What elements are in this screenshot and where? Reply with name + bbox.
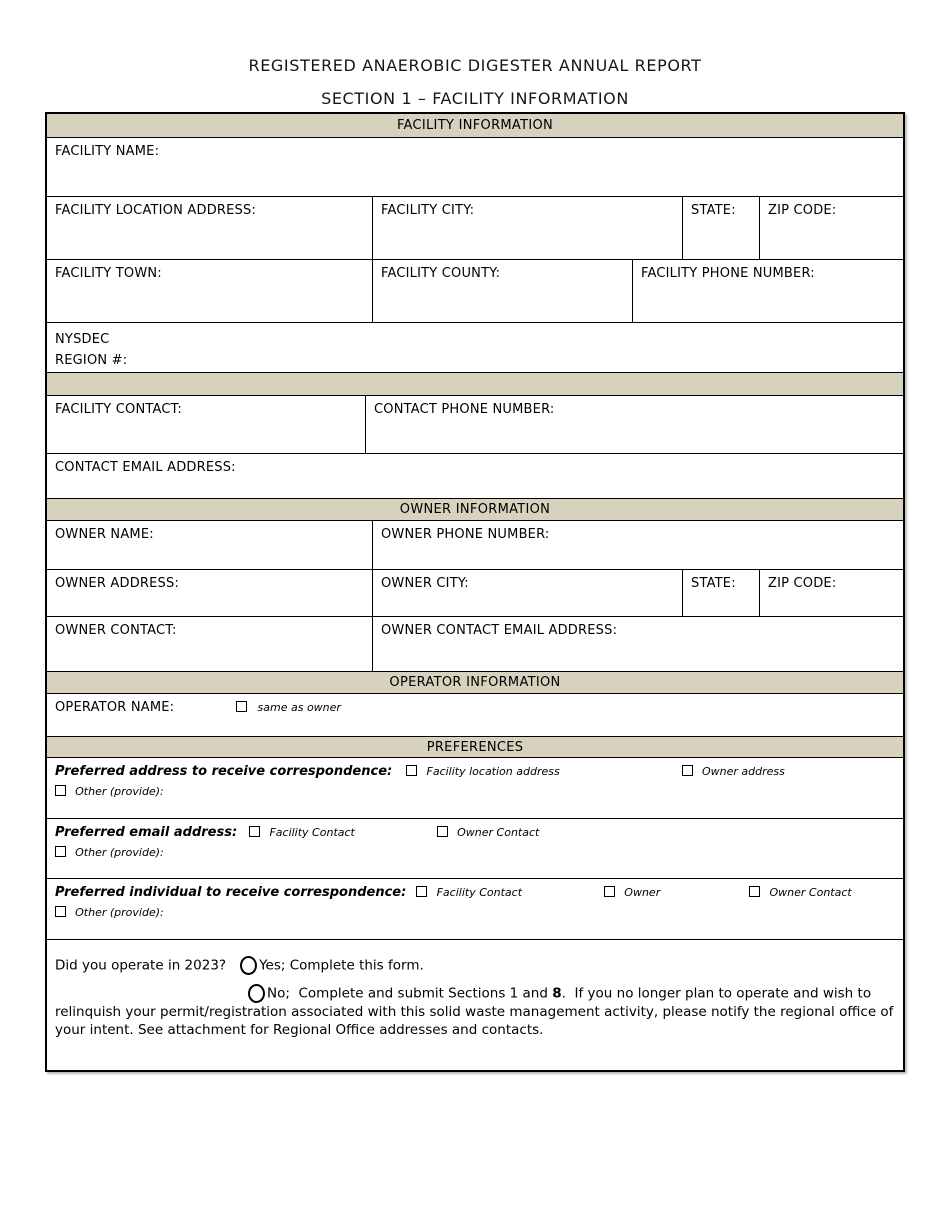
facility-location-address-field[interactable]	[47, 197, 373, 259]
operator-name-label: OPERATOR NAME:	[55, 700, 175, 715]
owner-contact-label: OWNER CONTACT:	[55, 623, 177, 638]
individual-facility-contact-option-label: Facility Contact	[436, 886, 523, 899]
individual-owner-option-label: Owner	[624, 886, 661, 899]
email-facility-contact-checkbox[interactable]	[249, 826, 260, 837]
owner-contact-email-label: OWNER CONTACT EMAIL ADDRESS:	[381, 623, 618, 638]
preferred-individual-label: Preferred individual to receive correspondence:	[55, 885, 407, 900]
preferred-individual-row	[47, 879, 903, 940]
owner-address-label: OWNER ADDRESS:	[55, 576, 180, 591]
contact-email-row	[47, 454, 903, 499]
same-as-owner-label: same as owner	[257, 701, 341, 714]
owner-zip-label: ZIP CODE:	[768, 576, 837, 591]
owner-phone-field[interactable]	[373, 521, 903, 569]
individual-facility-contact-checkbox[interactable]	[416, 886, 427, 897]
facility-state-field[interactable]	[683, 197, 760, 259]
operate-yes-radio[interactable]	[240, 956, 257, 975]
email-owner-contact-checkbox[interactable]	[437, 826, 448, 837]
facility-address-row	[47, 197, 903, 260]
owner-information-section-header-label: OWNER INFORMATION	[399, 502, 551, 517]
facility-location-address-label: FACILITY LOCATION ADDRESS:	[55, 203, 257, 218]
owner-contact-field[interactable]	[47, 617, 373, 671]
facility-town-row	[47, 260, 903, 323]
form-title: REGISTERED ANAEROBIC DIGESTER ANNUAL REPORT	[248, 56, 702, 75]
individual-owner-contact-option-label: Owner Contact	[769, 886, 852, 899]
email-facility-contact-option-label: Facility Contact	[269, 826, 355, 839]
facility-phone-label: FACILITY PHONE NUMBER:	[641, 266, 815, 281]
operate-question-cell	[47, 940, 903, 1070]
owner-state-label: STATE:	[691, 576, 736, 591]
facility-location-address-checkbox[interactable]	[406, 765, 417, 776]
address-other-checkbox[interactable]	[55, 785, 66, 796]
email-other-option-label: Other (provide):	[75, 846, 164, 859]
individual-owner-contact-checkbox[interactable]	[749, 886, 760, 897]
nysdec-label-line1: NYSDEC	[55, 332, 110, 347]
facility-contact-field[interactable]	[47, 396, 366, 453]
email-other-checkbox[interactable]	[55, 846, 66, 857]
operator-name-row	[47, 694, 903, 737]
nysdec-region-row	[47, 323, 903, 373]
operator-information-section-header	[47, 672, 903, 694]
operate-question: Did you operate in 2023?	[55, 957, 227, 974]
preferred-email-label: Preferred email address:	[55, 825, 238, 840]
facility-information-table	[45, 112, 905, 1072]
owner-address-option-label: Owner address	[701, 765, 785, 778]
owner-name-field[interactable]	[47, 521, 373, 569]
owner-phone-label: OWNER PHONE NUMBER:	[381, 527, 550, 542]
facility-county-field[interactable]	[373, 260, 633, 322]
owner-name-label: OWNER NAME:	[55, 527, 154, 542]
owner-information-section-header	[47, 499, 903, 521]
individual-owner-checkbox[interactable]	[604, 886, 615, 897]
operate-no-radio[interactable]	[248, 984, 265, 1003]
operate-yes-label: Yes; Complete this form.	[259, 957, 424, 974]
facility-contact-label: FACILITY CONTACT:	[55, 402, 182, 417]
facility-contact-row	[47, 396, 903, 454]
facility-name-label: FACILITY NAME:	[55, 144, 160, 159]
facility-zip-field[interactable]	[760, 197, 903, 259]
operate-no-text-continued: . If you no longer plan to operate and wish to relinquish your permit/registration associated with this solid waste management activity, please notify the regional office of your intent. See attachment for Regional Office addresses and contacts.	[55, 985, 898, 1038]
facility-county-label: FACILITY COUNTY:	[381, 266, 501, 281]
nysdec-region-field[interactable]	[47, 323, 903, 372]
individual-other-option-label: Other (provide):	[75, 906, 164, 919]
same-as-owner-checkbox[interactable]	[236, 701, 247, 712]
facility-town-field[interactable]	[47, 260, 373, 322]
preferred-address-row	[47, 758, 903, 819]
facility-information-section-header-label: FACILITY INFORMATION	[396, 118, 554, 133]
operator-name-field[interactable]	[47, 694, 903, 736]
preferences-section-header-label: PREFERENCES	[426, 739, 524, 755]
facility-information-section-header	[47, 114, 903, 138]
facility-location-address-option-label: Facility location address	[426, 765, 560, 778]
facility-city-label: FACILITY CITY:	[381, 203, 475, 218]
preferred-email-row	[47, 819, 903, 879]
individual-other-checkbox[interactable]	[55, 906, 66, 917]
owner-address-field[interactable]	[47, 570, 373, 616]
facility-state-label: STATE:	[691, 203, 736, 218]
owner-contact-email-field[interactable]	[373, 617, 903, 671]
preferred-address-field	[47, 758, 903, 818]
address-other-option-label: Other (provide):	[75, 785, 164, 798]
owner-address-row	[47, 570, 903, 617]
operator-information-section-header-label: OPERATOR INFORMATION	[389, 675, 561, 690]
preferred-email-field	[47, 819, 903, 878]
email-owner-contact-option-label: Owner Contact	[457, 826, 540, 839]
contact-email-label: CONTACT EMAIL ADDRESS:	[55, 460, 236, 475]
facility-town-label: FACILITY TOWN:	[55, 266, 162, 281]
operate-no-text: No; Complete and submit Sections 1 and	[267, 985, 553, 1002]
contact-email-field[interactable]	[47, 454, 903, 498]
preferred-individual-field	[47, 879, 903, 939]
facility-city-field[interactable]	[373, 197, 683, 259]
owner-contact-row	[47, 617, 903, 672]
owner-city-field[interactable]	[373, 570, 683, 616]
contact-phone-label: CONTACT PHONE NUMBER:	[374, 402, 555, 417]
facility-phone-field[interactable]	[633, 260, 903, 322]
owner-zip-field[interactable]	[760, 570, 903, 616]
contact-phone-field[interactable]	[366, 396, 903, 453]
preferences-section-header	[47, 737, 903, 758]
preferred-address-label: Preferred address to receive correspondence:	[55, 764, 393, 779]
owner-state-field[interactable]	[683, 570, 760, 616]
facility-zip-label: ZIP CODE:	[768, 203, 837, 218]
facility-name-row	[47, 138, 903, 197]
owner-name-row	[47, 521, 903, 570]
operate-question-row	[47, 940, 903, 1070]
form-subtitle: SECTION 1 – FACILITY INFORMATION	[321, 89, 629, 108]
nysdec-label-line2: REGION #:	[55, 353, 128, 368]
owner-city-label: OWNER CITY:	[381, 576, 469, 591]
operate-no-text-bold: 8	[552, 985, 562, 1002]
contact-section-divider	[47, 373, 903, 396]
owner-address-checkbox[interactable]	[682, 765, 693, 776]
facility-name-field[interactable]	[47, 138, 903, 196]
